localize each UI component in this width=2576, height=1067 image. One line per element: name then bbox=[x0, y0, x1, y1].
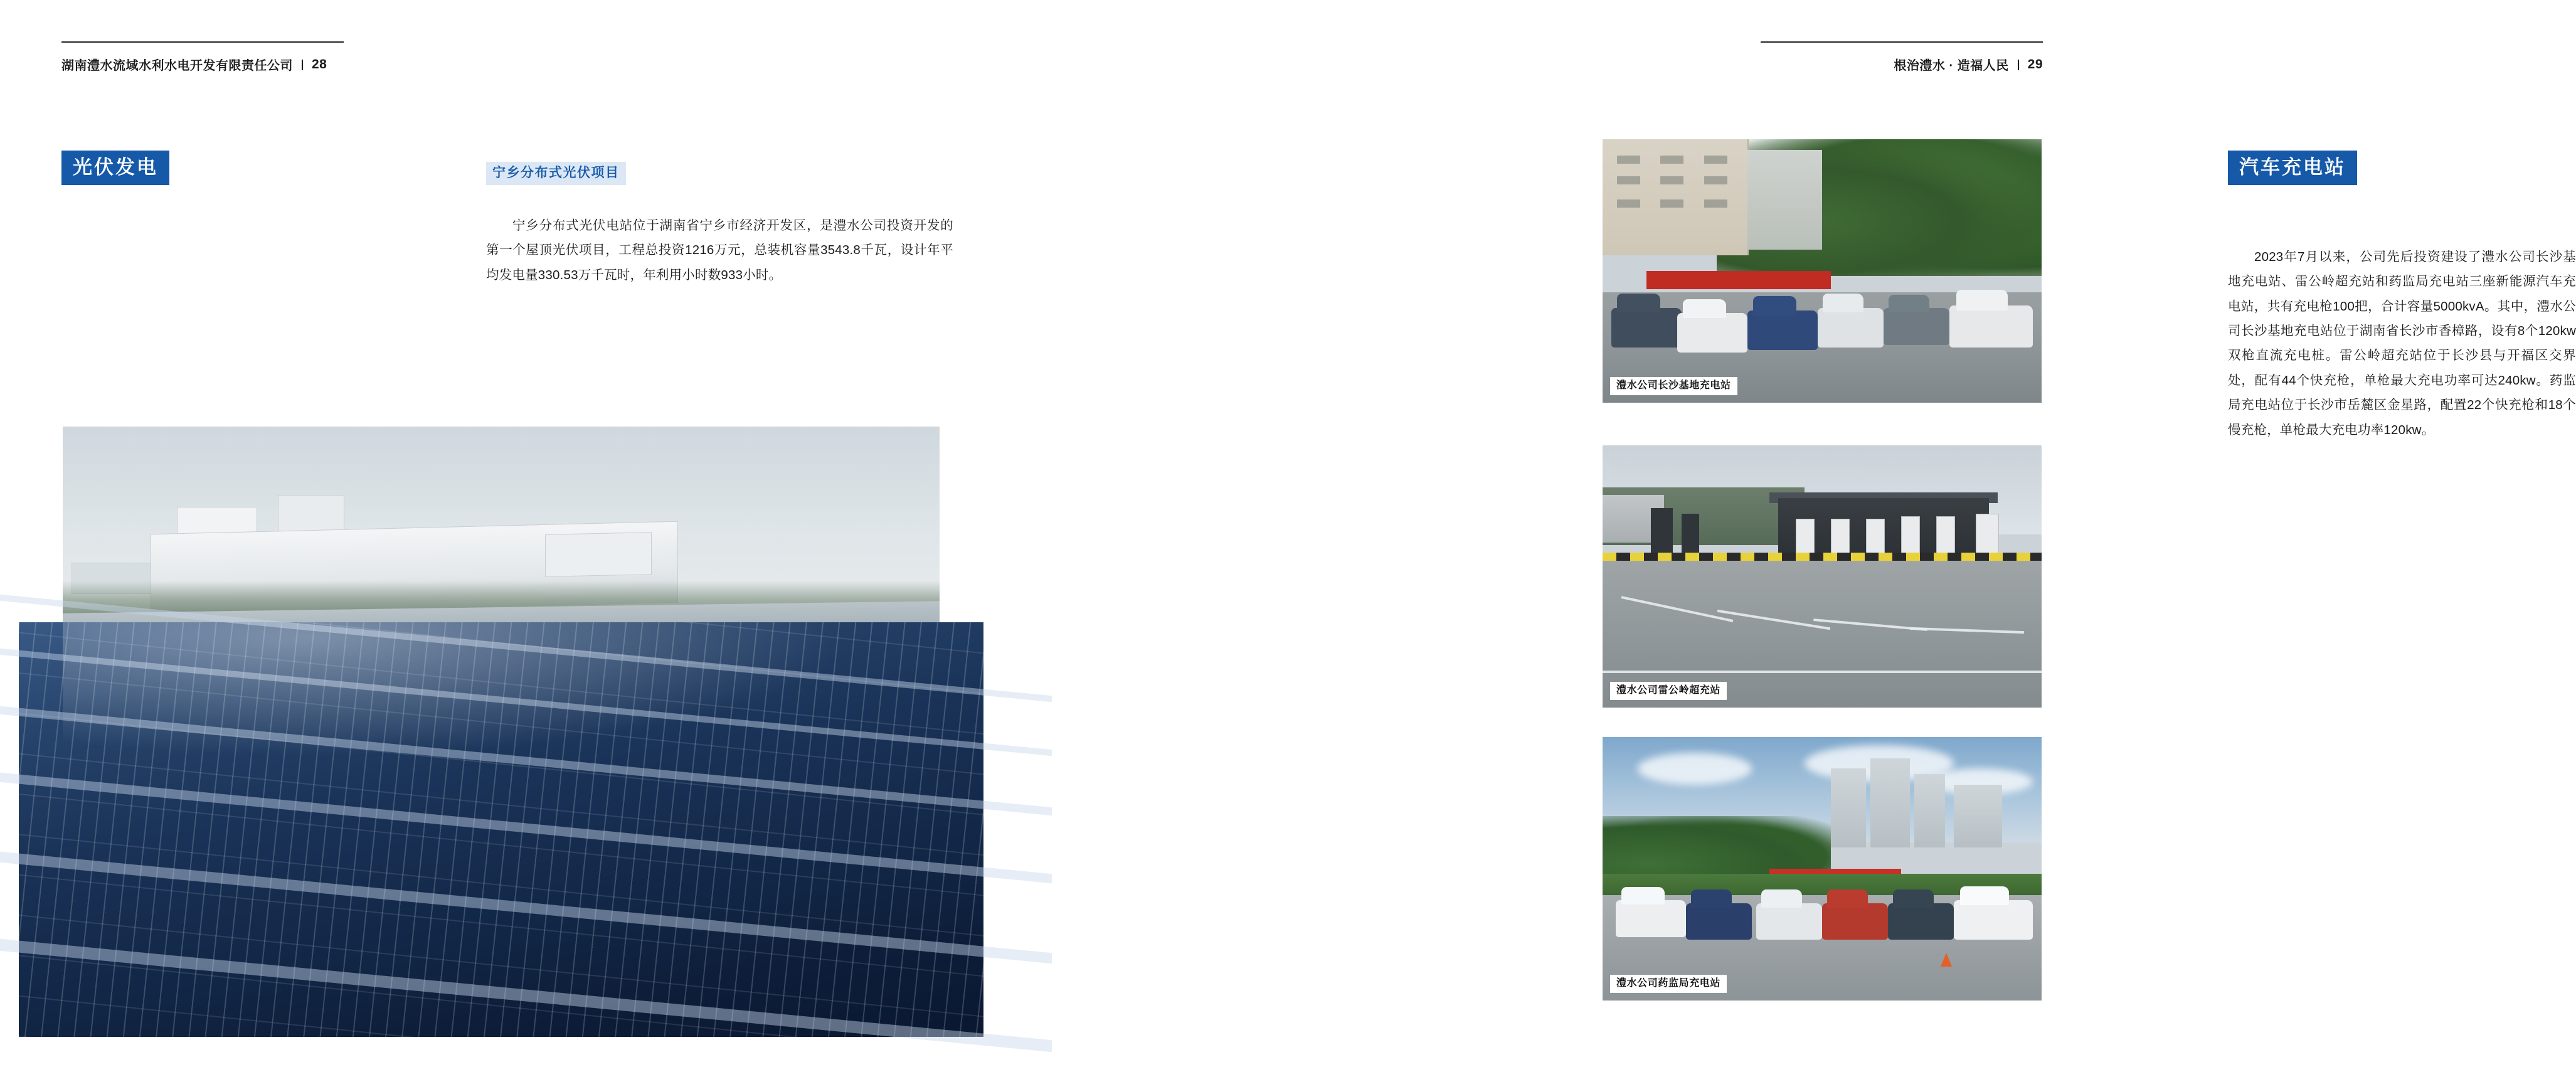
photo-leigongling-station bbox=[1603, 445, 2042, 708]
photo3-car bbox=[1616, 900, 1686, 937]
photo1-car bbox=[1818, 308, 1884, 348]
right-running-head bbox=[1894, 55, 2043, 73]
photo3-highrise bbox=[1831, 768, 1866, 847]
right-header-rule bbox=[1761, 41, 2043, 43]
right-header-text: 根治澧水 · 造福人民 bbox=[1894, 59, 2009, 73]
photo3-car bbox=[1954, 900, 2033, 940]
photo1-car bbox=[1949, 305, 2033, 348]
photo3-car bbox=[1756, 903, 1822, 940]
photo1-caption: 澧水公司长沙基地充电站 bbox=[1610, 377, 1737, 395]
photo-panel-glare bbox=[63, 622, 940, 777]
photo1-car bbox=[1611, 308, 1682, 348]
photo1-red-banner bbox=[1646, 271, 1831, 289]
photo-changsha-base-station bbox=[1603, 139, 2042, 403]
photo1-car bbox=[1677, 313, 1747, 353]
photo1-car bbox=[1747, 311, 1818, 350]
left-header-rule bbox=[61, 41, 344, 43]
right-page-number: 29 bbox=[2027, 56, 2043, 72]
header-separator-icon bbox=[2018, 60, 2019, 70]
photo3-car bbox=[1686, 903, 1752, 940]
left-header-text: 湖南澧水流域水利水电开发有限责任公司 bbox=[61, 59, 293, 73]
left-body-text: 宁乡分布式光伏电站位于湖南省宁乡市经济开发区，是澧水公司投资开发的第一个屋顶光伏项目，工程总投资1216万元，总装机容量3543.8千瓦，设计年平均发电量330.53万千瓦时，年利用小时数933小时。 bbox=[486, 218, 953, 282]
photo3-highrise bbox=[1914, 774, 1945, 848]
photo3-highrise bbox=[1870, 758, 1910, 848]
photo3-car bbox=[1822, 903, 1888, 940]
photo1-secondary-building bbox=[1747, 150, 1822, 250]
left-running-head bbox=[61, 55, 327, 73]
photo3-highrise bbox=[1954, 785, 2002, 848]
left-page bbox=[0, 0, 1052, 1067]
header-separator-icon bbox=[302, 60, 303, 70]
right-body-text: 2023年7月以来，公司先后投资建设了澧水公司长沙基地充电站、雷公岭超充站和药监局充电站三座新能源汽车充电站，共有充电枪100把，合计容量5000kvA。其中，澧水公司长沙基地充电站位于湖南省长沙市香樟路，设有8个120kw双枪直流充电桩。雷公岭超充站位于长沙县与开福区交界处，配有44个快充枪，单枪最大充电功率可达240kw。药监局充电站位于长沙市岳麓区金星路，配置22个快充枪和18个慢充枪，单枪最大充电功率120kw。 bbox=[2228, 250, 2576, 437]
photo-yaojianju-station bbox=[1603, 737, 2042, 1001]
photo3-car bbox=[1888, 903, 1954, 940]
photo-building-right bbox=[545, 532, 652, 577]
left-sub-title: 宁乡分布式光伏项目 bbox=[486, 162, 626, 185]
photo1-residential-building bbox=[1603, 139, 1749, 255]
photo3-traffic-cone bbox=[1941, 953, 1952, 967]
photo1-car bbox=[1884, 308, 1949, 345]
photo-rooftop-pv bbox=[63, 427, 940, 1019]
left-section-title: 光伏发电 bbox=[61, 151, 169, 185]
left-page-number: 28 bbox=[312, 56, 327, 72]
photo2-caption: 澧水公司雷公岭超充站 bbox=[1610, 682, 1727, 700]
right-section-title: 汽车充电站 bbox=[2228, 151, 2357, 185]
photo3-caption: 澧水公司药监局充电站 bbox=[1610, 975, 1727, 993]
